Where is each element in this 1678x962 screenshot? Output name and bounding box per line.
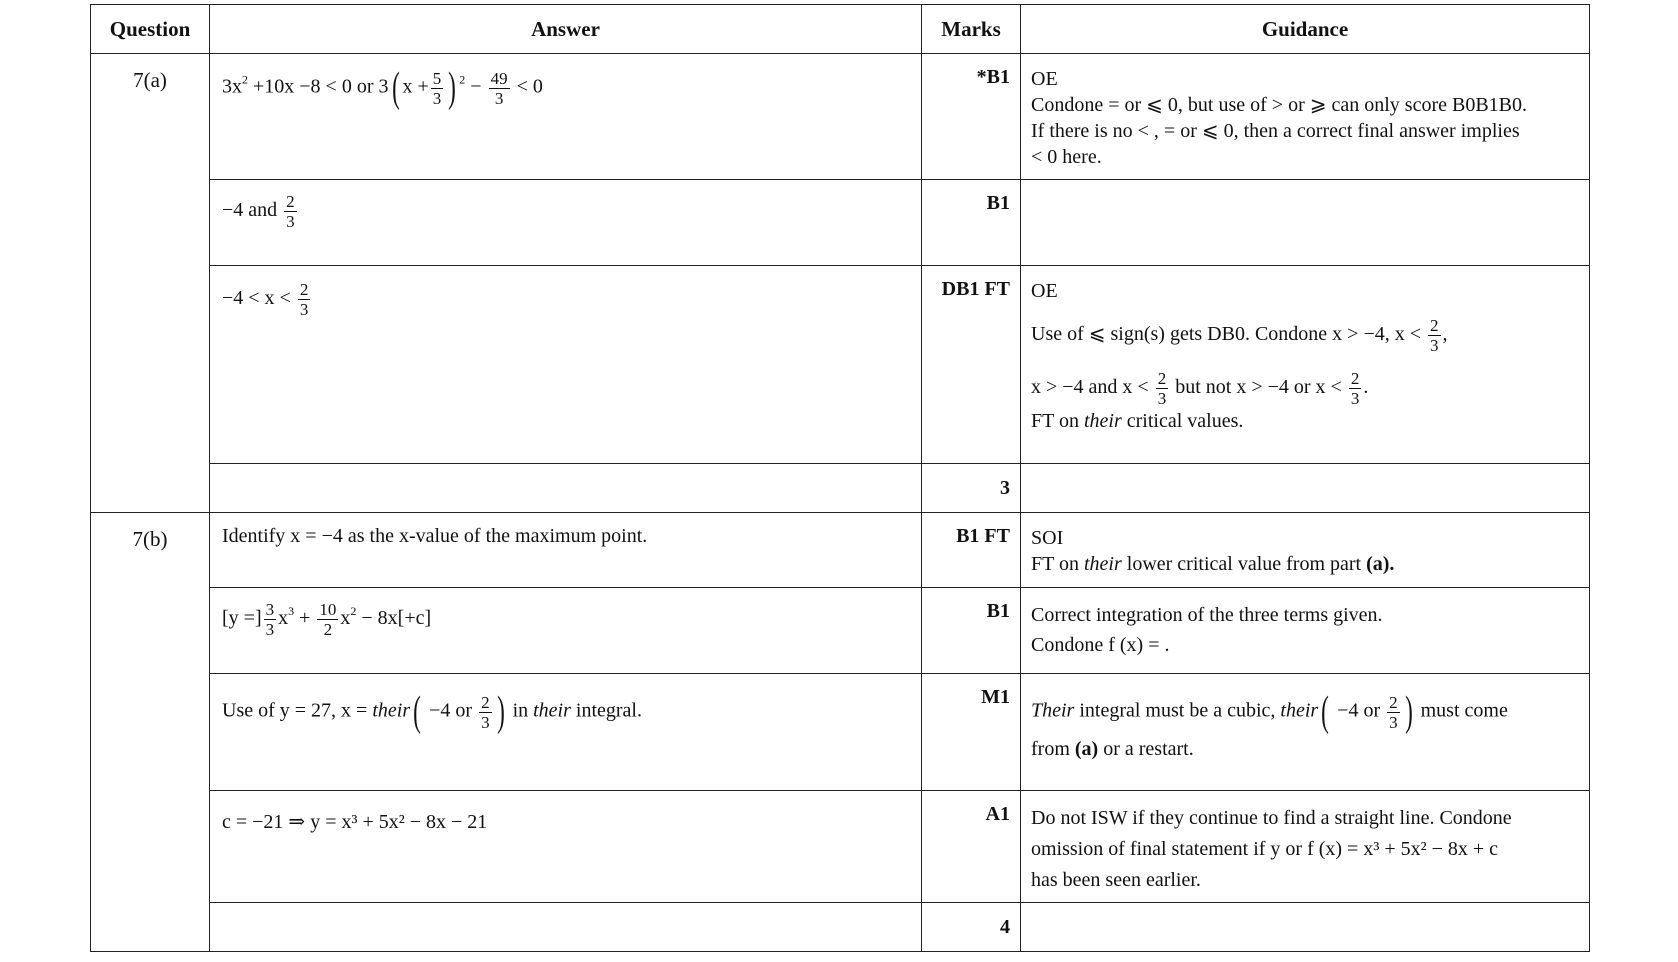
guidance-line: x > −4 and x < $\frac{2}{3}$ but not x > −4 or x < $\frac{2}{3}$ .	[1031, 369, 1369, 408]
guidance-text: Do not ISW if they continue to find a straight line. Condone	[1031, 807, 1512, 829]
answer-text: −	[470, 75, 482, 98]
total-marks: 4	[922, 903, 1021, 952]
guidance-cell	[1021, 54, 1590, 180]
answer-cell: [y =] $\frac{3}{3}$ $x^3$ + $\frac{10}{2}$ $x^2 - 8x[+c]$	[210, 588, 922, 674]
guidance-text: omission of final statement if y or f (x) = x³ + 5x² − 8x + c	[1031, 838, 1499, 860]
table-row	[91, 513, 1590, 588]
guidance-text: has been seen earlier.	[1031, 869, 1201, 891]
answer-cell: Use of y = 27, x = their( −4 or $\frac{2}{3}$ ) in their integral.	[210, 674, 922, 791]
guidance-cell	[1021, 513, 1590, 588]
mark-cell: A1	[922, 791, 1021, 903]
answer-text: x +	[402, 75, 429, 98]
answer-text: −4 < x <	[222, 287, 291, 310]
table-row	[91, 180, 1590, 266]
total-row	[91, 464, 1590, 513]
guidance-text: If there is no < , = or ⩽ 0, then a correct final answer implies	[1031, 120, 1520, 142]
guidance-text: Condone = or ⩽ 0, but use of > or ⩾ can only score B0B1B0.	[1031, 94, 1528, 116]
header-marks: Marks	[922, 5, 1021, 54]
guidance-text: OE	[1031, 68, 1058, 90]
mark-cell: DB1 FT	[922, 266, 1021, 464]
guidance-text: OE	[1031, 280, 1058, 302]
answer-cell	[210, 180, 922, 266]
total-row	[91, 903, 1590, 952]
guidance-cell	[1021, 791, 1590, 903]
table-row	[91, 54, 1590, 180]
guidance-text: SOI	[1031, 527, 1064, 549]
table-row	[91, 588, 1590, 674]
header-answer: Answer	[210, 5, 922, 54]
question-label-7b: 7(b)	[91, 513, 210, 952]
guidance-text: < 0 here.	[1031, 146, 1102, 168]
answer-text: < 0	[516, 75, 543, 98]
guidance-text: Correct integration of the three terms given.	[1031, 604, 1383, 626]
exponent: 2	[459, 72, 466, 87]
guidance-line: FT on their critical values.	[1031, 410, 1244, 432]
guidance-text: Condone f (x) = .	[1031, 634, 1170, 656]
header-row	[91, 5, 1590, 54]
total-marks: 3	[922, 464, 1021, 513]
answer-text: −4 and	[222, 199, 278, 222]
answer-cell: Identify x = −4 as the x-value of the maximum point.	[210, 513, 922, 588]
guidance-cell	[1021, 180, 1590, 266]
fraction: $\frac{2}{3}$	[299, 280, 309, 319]
answer-cell: $3x^2 +10x -8 < 0$ or 3( x + $\frac{5}{3}$ ) $^2$ − $\frac{49}{3}$ < 0	[210, 54, 922, 180]
mark-cell: B1	[922, 180, 1021, 266]
guidance-line: Their integral must be a cubic, their( −4 or $\frac{2}{3}$ ) must come	[1031, 689, 1508, 735]
header-question: Question	[91, 5, 210, 54]
guidance-cell	[1021, 464, 1590, 513]
guidance-cell	[1021, 674, 1590, 791]
mark-cell: *B1	[922, 54, 1021, 180]
guidance-cell	[1021, 266, 1590, 464]
guidance-cell	[1021, 588, 1590, 674]
guidance-cell	[1021, 903, 1590, 952]
guidance-line: Use of ⩽ sign(s) gets DB0. Condone x > −4, x < $\frac{2}{3}$ ,	[1031, 316, 1448, 355]
answer-cell	[210, 903, 922, 952]
guidance-line: from (a) or a restart.	[1031, 738, 1194, 760]
mark-cell: M1	[922, 674, 1021, 791]
header-guidance: Guidance	[1021, 5, 1590, 54]
mark-cell: B1	[922, 588, 1021, 674]
answer-cell: c = −21 ⇒ y = x³ + 5x² − 8x − 21	[210, 791, 922, 903]
answer-cell	[210, 266, 922, 464]
fraction: $\frac{2}{3}$	[286, 192, 295, 231]
exponent: 2	[242, 72, 248, 87]
answer-cell	[210, 464, 922, 513]
table-row	[91, 674, 1590, 791]
fraction: $\frac{5}{3}$	[432, 68, 442, 108]
question-label-7a: 7(a)	[91, 54, 210, 513]
fraction: $\frac{49}{3}$	[490, 68, 508, 108]
answer-text: +10x −8 < 0 or 3	[248, 75, 389, 98]
table-row	[91, 266, 1590, 464]
mark-scheme-table	[90, 4, 1590, 952]
mark-cell: B1 FT	[922, 513, 1021, 588]
guidance-line: FT on their lower critical value from part (a).	[1031, 553, 1395, 575]
answer-text: 3x	[222, 75, 242, 98]
table-row	[91, 791, 1590, 903]
